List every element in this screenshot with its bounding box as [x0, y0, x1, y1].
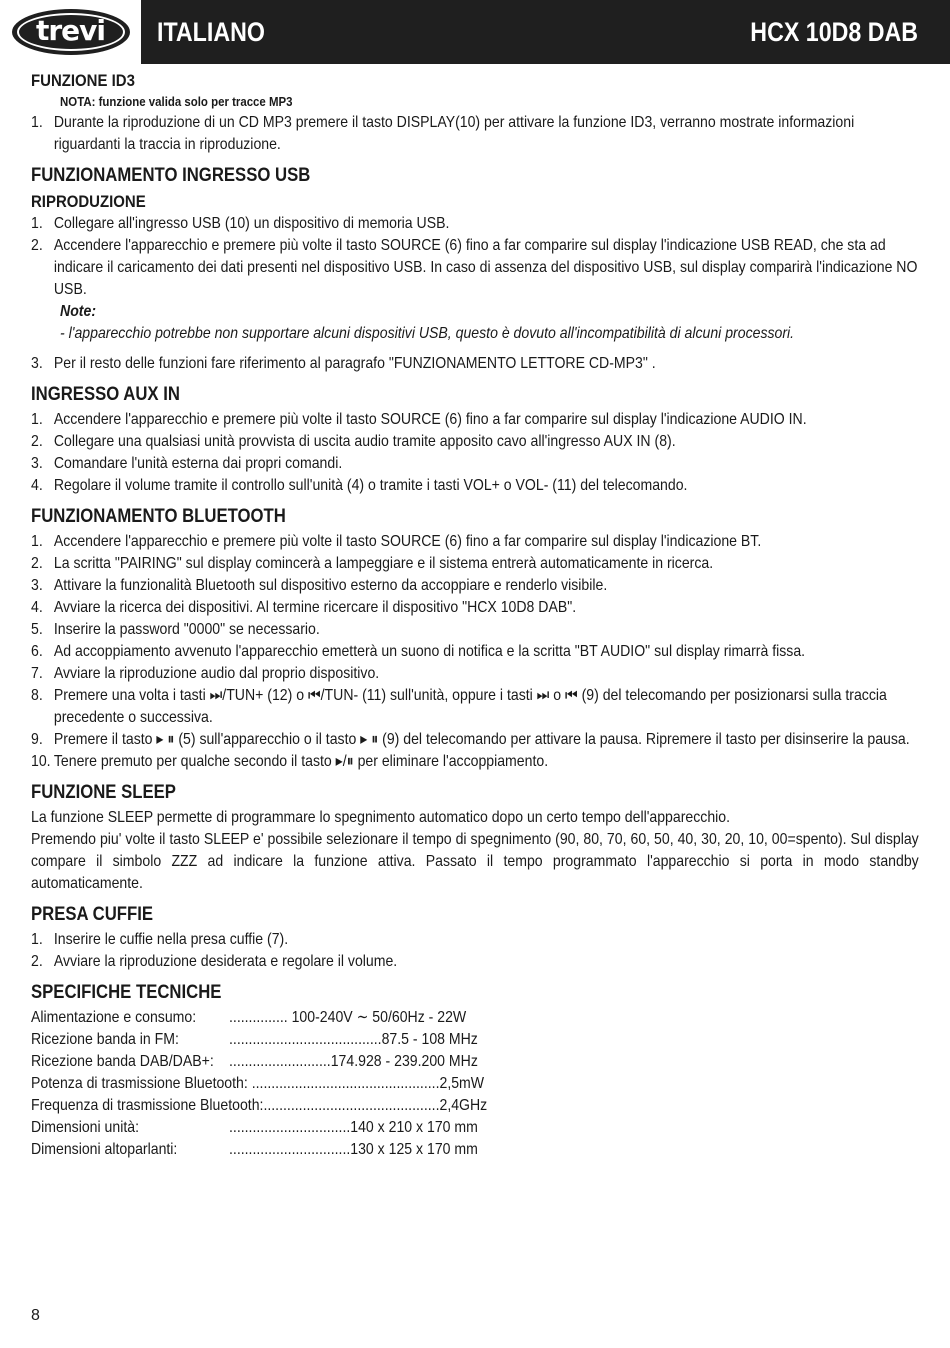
list-item: 1. Collegare all'ingresso USB (10) un dispositivo di memoria USB.	[31, 215, 450, 232]
page-number: 8	[31, 1307, 40, 1324]
list-item: 2. Avviare la riproduzione desiderata e regolare il volume.	[31, 953, 398, 970]
spec-row: Dimensioni altoparlanti: ...............................130 x 125 x 170 mm	[31, 1141, 478, 1158]
language-label: ITALIANO	[157, 16, 265, 47]
manual-content	[31, 70, 919, 1161]
spec-row: Potenza di trasmissione Bluetooth: ................................................2,5mW	[31, 1075, 485, 1092]
aux-list	[31, 409, 919, 497]
spec-row: Alimentazione e consumo: ............... 100-240V ∼ 50/60Hz - 22W	[31, 1009, 467, 1026]
model-name: HCX 10D8 DAB	[750, 16, 918, 47]
spec-row: Dimensioni unità: ...............................140 x 210 x 170 mm	[31, 1119, 478, 1136]
usb-note: Note: - l'apparecchio potrebbe non supportare alcuni dispositivi USB, questo è dovuto all'incompatibilità di alcuni processori.	[60, 303, 795, 342]
list-item: 1. Durante la riproduzione di un CD MP3 premere il tasto DISPLAY(10) per attivare la funzione ID3, verranno mostrate informazioni riguardanti la traccia in riproduzione.	[31, 114, 855, 153]
list-item: 7. Avviare la riproduzione audio dal proprio dispositivo.	[31, 665, 380, 682]
logo-text: trevi	[35, 13, 106, 47]
list-item: 2. La scritta "PAIRING" sul display comincerà a lampeggiare e il sistema entrerà automaticamente in ricerca.	[31, 555, 714, 572]
nota-mp3: NOTA: funzione valida solo per tracce MP3	[60, 94, 293, 109]
list-item: 1. Inserire le cuffie nella presa cuffie (7).	[31, 931, 289, 948]
spec-row: Ricezione banda DAB/DAB+: ..........................174.928 - 239.200 MHz	[31, 1053, 478, 1070]
list-item: 5. Inserire la password "0000" se necessario.	[31, 621, 320, 638]
section-title-id3: FUNZIONE ID3	[31, 71, 135, 90]
list-item: 10. Tenere premuto per qualche secondo il tasto ▸/⏸ per eliminare l'accoppiamento.	[31, 753, 549, 770]
list-item: 2. Collegare una qualsiasi unità provvista di uscita audio tramite apposito cavo all'ingresso AUX IN (8).	[31, 433, 676, 450]
list-item: 1. Accendere l'apparecchio e premere più volte il tasto SOURCE (6) fino a far comparire sul display l'indicazione BT.	[31, 533, 762, 550]
section-title-bluetooth: FUNZIONAMENTO BLUETOOTH	[31, 506, 286, 527]
specs-table	[31, 1007, 919, 1161]
spec-row: Frequenza di trasmissione Bluetooth:.............................................2,4GHz	[31, 1097, 488, 1114]
section-title-sleep: FUNZIONE SLEEP	[31, 782, 176, 803]
list-item: 3. Per il resto delle funzioni fare riferimento al paragrafo "FUNZIONAMENTO LETTORE CD-MP3" .	[31, 355, 656, 372]
list-item: 9. Premere il tasto ▸ ⏸ (5) sull'apparecchio o il tasto ▸ ⏸ (9) del telecomando per attivare la pausa. Ripremere il tasto per disinserire la pausa.	[31, 731, 910, 748]
section-title-cuffie: PRESA CUFFIE	[31, 904, 154, 925]
list-item: 4. Regolare il volume tramite il controllo sull'unità (4) o tramite i tasti VOL+ o VOL- (11) del telecomando.	[31, 477, 688, 494]
usb-list	[31, 213, 919, 301]
sleep-paragraph-2: Premendo piu' volte il tasto SLEEP e' possibile selezionare il tempo di spegnimento (90, 80, 70, 60, 50, 40, 30, 20, 10, 00=spento). Sul display compare il simbolo ZZZ ad indicare la funzione attiva. Passato il tempo programmato l'apparecchio si porta in modo standby automaticamente.	[31, 831, 919, 892]
section-title-specs: SPECIFICHE TECNICHE	[31, 982, 222, 1003]
bluetooth-list	[31, 531, 919, 773]
list-item: 6. Ad accoppiamento avvenuto l'apparecchio emetterà un suono di notifica e la scritta "BT AUDIO" sul display rimarrà fissa.	[31, 643, 806, 660]
spec-row: Ricezione banda in FM: .......................................87.5 - 108 MHz	[31, 1031, 478, 1048]
cuffie-list	[31, 929, 919, 973]
page-header	[0, 0, 950, 64]
sleep-paragraph-1: La funzione SLEEP permette di programmare lo spegnimento automatico dopo un certo tempo dell'apparecchio.	[31, 809, 731, 826]
id3-list	[31, 112, 919, 156]
header-bar	[141, 0, 950, 64]
section-title-aux: INGRESSO AUX IN	[31, 384, 180, 405]
list-item: 8. Premere una volta i tasti ⏭/TUN+ (12) o ⏮/TUN- (11) sull'unità, oppure i tasti ⏭ o ⏮ (9) del telecomando per posizionarsi sulla traccia precedente o successiva.	[31, 687, 887, 726]
subtitle-riproduzione: RIPRODUZIONE	[31, 192, 146, 211]
list-item: 3. Comandare l'unità esterna dai propri comandi.	[31, 455, 343, 472]
section-title-usb: FUNZIONAMENTO INGRESSO USB	[31, 165, 311, 186]
list-item: 1. Accendere l'apparecchio e premere più volte il tasto SOURCE (6) fino a far comparire sul display l'indicazione AUDIO IN.	[31, 411, 807, 428]
list-item: 4. Avviare la ricerca dei dispositivi. Al termine ricercare il dispositivo "HCX 10D8 DAB".	[31, 599, 577, 616]
list-item: 3. Attivare la funzionalità Bluetooth sul dispositivo esterno da accoppiare e renderlo visibile.	[31, 577, 608, 594]
trevi-logo	[0, 0, 141, 64]
list-item: 2. Accendere l'apparecchio e premere più volte il tasto SOURCE (6) fino a far comparire sul display l'indicazione USB READ, che sta ad indicare il caricamento dei dati presenti nel dispositivo USB. In caso di assenza del dispositivo USB, sul display comparirà l'indicazione NO USB.	[31, 237, 918, 298]
